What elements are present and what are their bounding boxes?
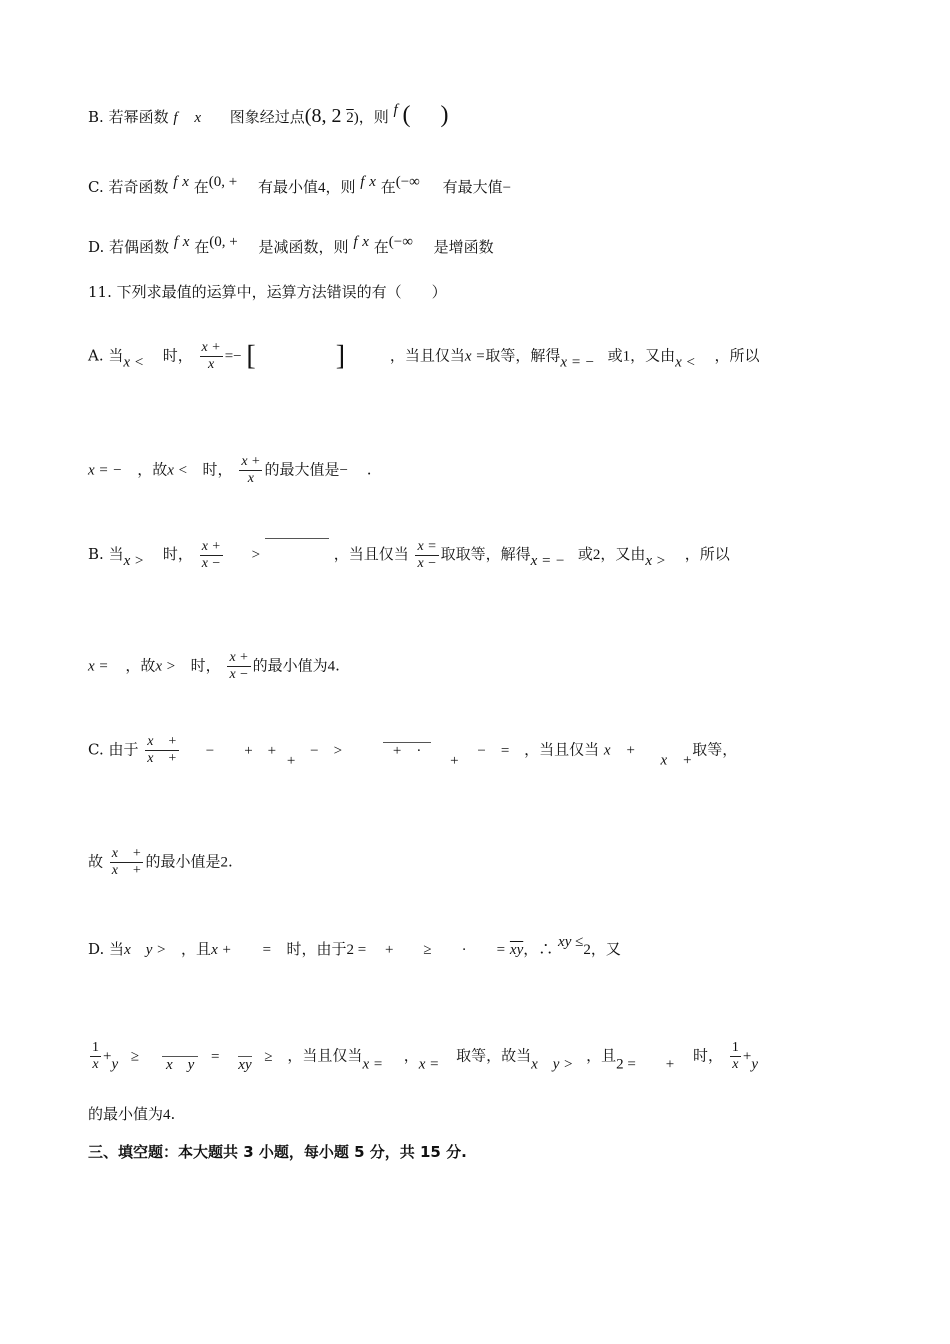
math: + bbox=[742, 1048, 752, 1065]
math: x + bbox=[147, 734, 177, 749]
text: 取等，故当 bbox=[456, 1046, 532, 1065]
math: f bbox=[173, 110, 178, 126]
text: 若幂函数 bbox=[108, 108, 169, 126]
text: 当 bbox=[108, 545, 124, 563]
q11-option-a-line2 bbox=[88, 454, 372, 487]
math: x bbox=[182, 234, 190, 250]
math: x + = bbox=[211, 942, 272, 958]
math: − + + bbox=[205, 742, 277, 759]
text: 的最小值为 bbox=[252, 656, 328, 675]
text: 在 bbox=[373, 238, 389, 256]
text: 图象经过点 bbox=[229, 108, 305, 126]
math: x = bbox=[464, 348, 486, 365]
math-fraction bbox=[145, 734, 179, 767]
text: 有最大值 bbox=[442, 178, 503, 196]
q11-option-d-line3 bbox=[88, 1104, 175, 1125]
q11-option-a-line1: A. 当x < 时， $\frac{x +}{x}$ =− [ ] ，当且仅当x =取等，解得x = − 或1，又由x < ，所以 bbox=[88, 340, 760, 372]
text: 若奇函数 bbox=[108, 178, 169, 196]
text: 时， bbox=[190, 656, 221, 675]
text: 或 bbox=[607, 346, 623, 365]
text: ，故 bbox=[137, 460, 168, 479]
text: ，又由 bbox=[600, 545, 646, 563]
math: − bbox=[339, 462, 348, 479]
math: = bbox=[211, 1048, 220, 1065]
text: 当 bbox=[109, 940, 125, 958]
math: x − bbox=[201, 555, 221, 571]
text: 时， bbox=[202, 460, 233, 479]
math: ) bbox=[353, 110, 359, 126]
option-label: C. bbox=[88, 178, 104, 196]
math: 2 bbox=[346, 110, 354, 126]
text: ，当且仅当 bbox=[287, 1046, 363, 1065]
q11-option-b-line2 bbox=[88, 650, 340, 683]
text: 或 bbox=[577, 545, 593, 563]
text: 时，由于 bbox=[286, 940, 347, 958]
math: y bbox=[111, 1056, 119, 1073]
math: (−∞ bbox=[395, 174, 420, 190]
math: x + bbox=[241, 454, 261, 469]
text: 是减函数，则 bbox=[258, 238, 349, 256]
text: ，且 bbox=[181, 940, 212, 958]
q11-option-b-line1 bbox=[88, 538, 730, 572]
math: ≥ bbox=[130, 1048, 140, 1065]
math: f bbox=[353, 234, 358, 250]
text: 是增函数 bbox=[433, 238, 494, 256]
math: x < bbox=[167, 462, 188, 479]
math: x < bbox=[123, 354, 144, 371]
text: 在 bbox=[194, 238, 210, 256]
text: ，又 bbox=[590, 940, 621, 958]
math-fraction bbox=[200, 340, 223, 373]
math: f bbox=[360, 174, 365, 190]
text: ，当且仅当 bbox=[524, 740, 600, 759]
option-b-line bbox=[88, 100, 460, 128]
math: xy bbox=[238, 1056, 252, 1073]
math: − > bbox=[310, 742, 343, 759]
math: − bbox=[233, 348, 242, 365]
math-fraction bbox=[110, 846, 144, 879]
text: ，所以 bbox=[684, 545, 730, 563]
math-fraction bbox=[200, 539, 223, 572]
text: 由于 bbox=[108, 740, 139, 759]
math: x < bbox=[675, 354, 696, 371]
text: ，所以 bbox=[714, 346, 760, 365]
text: 的最大值是 bbox=[264, 460, 340, 479]
math: + · bbox=[383, 742, 431, 759]
math: 4 bbox=[327, 658, 336, 675]
math: = bbox=[224, 348, 234, 365]
math-fraction bbox=[239, 454, 262, 487]
text: 在 bbox=[380, 178, 396, 196]
math: 1 bbox=[92, 1040, 99, 1055]
option-label: B. bbox=[88, 108, 104, 126]
math: x = bbox=[418, 1056, 440, 1073]
math: x y > bbox=[531, 1056, 574, 1073]
math: + bbox=[450, 752, 459, 769]
math: x = − bbox=[560, 354, 595, 371]
text: 时， bbox=[162, 346, 193, 365]
math: x bbox=[362, 234, 369, 250]
math-fraction bbox=[90, 1040, 101, 1073]
text: . bbox=[170, 1105, 176, 1123]
question-11: 11. 下列求最值的运算中，运算方法错误的有（ ） bbox=[88, 283, 447, 301]
text: ，则 bbox=[358, 108, 389, 126]
text: ，又由 bbox=[630, 346, 676, 365]
math: x + bbox=[201, 538, 221, 554]
option-d-line bbox=[88, 232, 494, 257]
text: 取取等，解得 bbox=[440, 545, 531, 563]
math: x bbox=[369, 174, 376, 190]
math: 2 bbox=[592, 547, 601, 563]
text: 的最小值为 bbox=[88, 1105, 164, 1123]
math: ≥ bbox=[264, 1048, 273, 1065]
math: (8, 2 bbox=[304, 105, 342, 127]
math: + bbox=[103, 1048, 112, 1065]
math: f bbox=[393, 102, 398, 118]
math: 4 bbox=[317, 180, 326, 196]
math: x y bbox=[162, 1056, 198, 1073]
text: . bbox=[227, 852, 233, 871]
math: x = bbox=[417, 538, 437, 554]
math: ( ) bbox=[402, 102, 461, 128]
math: xy ≤ bbox=[558, 934, 584, 950]
text: ，当且仅当 bbox=[333, 545, 409, 563]
math: 2 bbox=[583, 942, 591, 958]
text: . bbox=[366, 460, 372, 479]
option-label: A. bbox=[88, 346, 104, 365]
math: > bbox=[251, 547, 261, 563]
text: . bbox=[335, 656, 340, 675]
text: 时， bbox=[162, 545, 193, 563]
math: x > bbox=[155, 658, 176, 675]
math: x > bbox=[645, 553, 666, 569]
math: x = bbox=[362, 1056, 383, 1073]
math: x bbox=[182, 174, 189, 190]
text: 在 bbox=[193, 178, 209, 196]
text: ， bbox=[403, 1046, 419, 1065]
option-c-line bbox=[88, 172, 511, 198]
math: x = bbox=[88, 658, 109, 675]
math: x + bbox=[147, 751, 177, 766]
section-3-heading: 三、填空题：本大题共 3 小题，每小题 5 分，共 15 分. bbox=[88, 1143, 467, 1161]
text: ，∴ bbox=[523, 940, 554, 958]
math: 4 bbox=[163, 1107, 171, 1123]
math: x = − bbox=[530, 553, 566, 569]
option-label: D. bbox=[88, 238, 105, 256]
math: x − bbox=[417, 555, 437, 571]
math: f bbox=[173, 234, 179, 250]
math: x > bbox=[123, 553, 145, 569]
math: x + bbox=[111, 846, 142, 861]
math-fraction bbox=[730, 1040, 741, 1073]
math: x + bbox=[201, 340, 221, 355]
text: 故 bbox=[88, 852, 104, 871]
math: 2 bbox=[220, 854, 228, 871]
q11-option-d-line1 bbox=[88, 932, 621, 960]
math: x bbox=[194, 110, 201, 126]
math: x bbox=[247, 471, 254, 486]
math: x bbox=[732, 1057, 739, 1072]
text: 取等，解得 bbox=[485, 346, 561, 365]
math: 2 = + ≥ · = bbox=[346, 942, 506, 958]
math: (0, + bbox=[209, 234, 238, 250]
q11-option-d-line2 bbox=[88, 1040, 758, 1075]
math: x bbox=[92, 1057, 99, 1072]
math: x bbox=[207, 357, 215, 372]
text: 若偶函数 bbox=[109, 238, 170, 256]
math: (−∞ bbox=[388, 234, 413, 250]
math: x = − bbox=[88, 462, 123, 479]
math-fraction bbox=[227, 650, 250, 683]
text: 的最小值是 bbox=[145, 852, 221, 871]
math: 1 bbox=[622, 348, 631, 365]
math: − bbox=[502, 180, 512, 196]
option-label: D. bbox=[88, 940, 105, 958]
text: 取等， bbox=[692, 740, 738, 759]
q11-option-c-line2 bbox=[88, 846, 233, 879]
math: + bbox=[286, 752, 296, 769]
math: x + bbox=[660, 752, 693, 769]
text: ，且 bbox=[586, 1046, 617, 1065]
math-fraction bbox=[415, 539, 438, 572]
text: 有最小值 bbox=[257, 178, 318, 196]
math: x + bbox=[229, 650, 249, 665]
text: ，故 bbox=[125, 656, 156, 675]
math: 1 bbox=[731, 1040, 739, 1055]
text: ，则 bbox=[325, 178, 356, 196]
math: f bbox=[173, 174, 178, 190]
text: 当 bbox=[108, 346, 124, 365]
math: y bbox=[751, 1056, 758, 1073]
math: (0, + bbox=[208, 174, 238, 190]
math: − = bbox=[477, 742, 510, 759]
q11-option-c-line1 bbox=[88, 734, 737, 771]
math: $\overline{xy}$ bbox=[509, 942, 524, 958]
math: x + bbox=[111, 863, 142, 878]
math: x + bbox=[603, 742, 636, 759]
math: x − bbox=[229, 667, 249, 682]
option-label: B. bbox=[88, 545, 104, 563]
math: 2 = + bbox=[616, 1056, 675, 1073]
text: 时， bbox=[693, 1046, 724, 1065]
text: ，当且仅当 bbox=[389, 346, 465, 365]
math: x y > bbox=[124, 942, 167, 958]
option-label: C. bbox=[88, 740, 104, 759]
